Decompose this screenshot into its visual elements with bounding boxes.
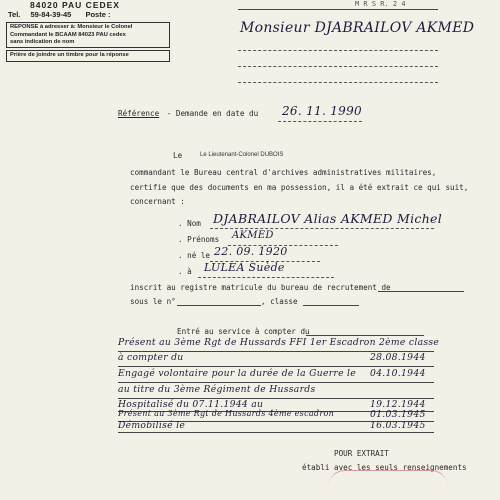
reference-label: Référence	[118, 109, 160, 118]
service-entry-7-text: Démobilisé le	[118, 420, 186, 431]
matricule-blank-1	[378, 291, 464, 292]
addressee-top-rule	[238, 9, 438, 10]
header-tel-label: Tel.	[8, 10, 21, 19]
header-poste-label: Poste :	[85, 10, 111, 19]
reponse-line-1: REPONSE à adresser à: Monsieur le Colonel	[10, 24, 133, 30]
red-stamp-fragment	[328, 470, 448, 487]
addressee-line-2	[238, 66, 438, 67]
service-entry-6-text: Présent au 3ème Rgt de Hussards 4ème escadron	[118, 409, 335, 418]
service-entry-1-text: Présent au 3ème Rgt de Hussards FFI 1er Escadron 2ème classe	[118, 337, 440, 348]
body-officer: Le Lieutenant-Colonel DUBOIS	[200, 152, 284, 158]
matricule-classe-blank	[303, 305, 359, 306]
top-right-fragment: M R S R. 2 4	[355, 0, 406, 8]
nom-value: DJABRAILOV Alias AKMED Michel	[213, 211, 443, 226]
service-entry-5-text: Hospitalisé du 07.11.1944 au	[118, 399, 264, 410]
body-line-3: concernant :	[130, 197, 185, 206]
service-entry-3-text: Engagé volontaire pour la durée de la Guerre le	[118, 368, 357, 379]
ne-value: 22. 09. 1920	[214, 245, 288, 258]
timbre-box	[6, 50, 170, 62]
matricule-line-1: inscrit au registre matricule du bureau de recrutement de	[130, 283, 391, 292]
service-entry-6-date: 01.03.1945	[370, 409, 426, 420]
body-line-2: certifie que des documents en ma possession, il a été extrait ce qui suit,	[130, 183, 469, 192]
reference-text: - Demande en date du	[166, 109, 259, 118]
nom-label: . Nom	[178, 219, 201, 228]
pour-extrait: POUR EXTRAIT	[334, 449, 389, 458]
nom-line	[210, 228, 434, 229]
service-entry-5-date: 19.12.1944	[370, 399, 426, 410]
service-entry-4-text: au titre du 3ème Régiment de Hussards	[118, 384, 316, 395]
service-entry-3-date: 04.10.1944	[370, 368, 426, 379]
reponse-box	[6, 22, 170, 48]
timbre-note: Prière de joindre un timbre pour la réponse	[10, 52, 129, 58]
a-value: LULEA Suède	[204, 261, 285, 274]
prenoms-label: . Prénoms	[178, 235, 220, 244]
reference-date-line	[278, 121, 362, 122]
header-tel-number: 59-84-39-45	[30, 10, 72, 19]
matricule-line-2b: , classe	[261, 297, 298, 306]
body-line-1: commandant le Bureau central d'archives administratives militaires,	[130, 168, 437, 177]
prenoms-value: AKMED	[232, 230, 274, 241]
service-entry-2-rule	[118, 366, 434, 367]
addressee-line-3	[238, 82, 438, 83]
header-tel	[8, 10, 110, 19]
service-entry-2-text: à compter du	[118, 352, 184, 363]
reponse-line-3: sans indication de nom	[10, 39, 75, 45]
matricule-line-2a: sous le n°	[130, 297, 176, 306]
addressee-name: Monsieur DJABRAILOV AKMED	[240, 20, 475, 36]
a-line	[198, 277, 334, 278]
service-entry-7-date: 16.03.1945	[370, 420, 426, 431]
service-entry-2-date: 28.08.1944	[370, 352, 426, 363]
ne-label: . né le	[178, 251, 211, 260]
reference-line	[118, 109, 258, 118]
matricule-number-blank	[177, 305, 261, 306]
addressee-line-1	[238, 50, 438, 51]
etabli-line: établi avec les seuls renseignements	[302, 463, 467, 472]
header-city-line: 84020 PAU CEDEX	[30, 0, 120, 10]
service-entry-7-rule	[118, 432, 434, 433]
service-entry-3-rule	[118, 382, 434, 383]
body-le: Le	[173, 151, 183, 160]
reponse-line-2: Commandant le BCAAM 84023 PAU cedex	[10, 31, 126, 38]
a-label: . à	[178, 267, 192, 276]
service-intro: Entré au service à compter du	[177, 327, 310, 336]
reference-date: 26. 11. 1990	[282, 104, 362, 118]
service-intro-blank	[306, 335, 424, 336]
